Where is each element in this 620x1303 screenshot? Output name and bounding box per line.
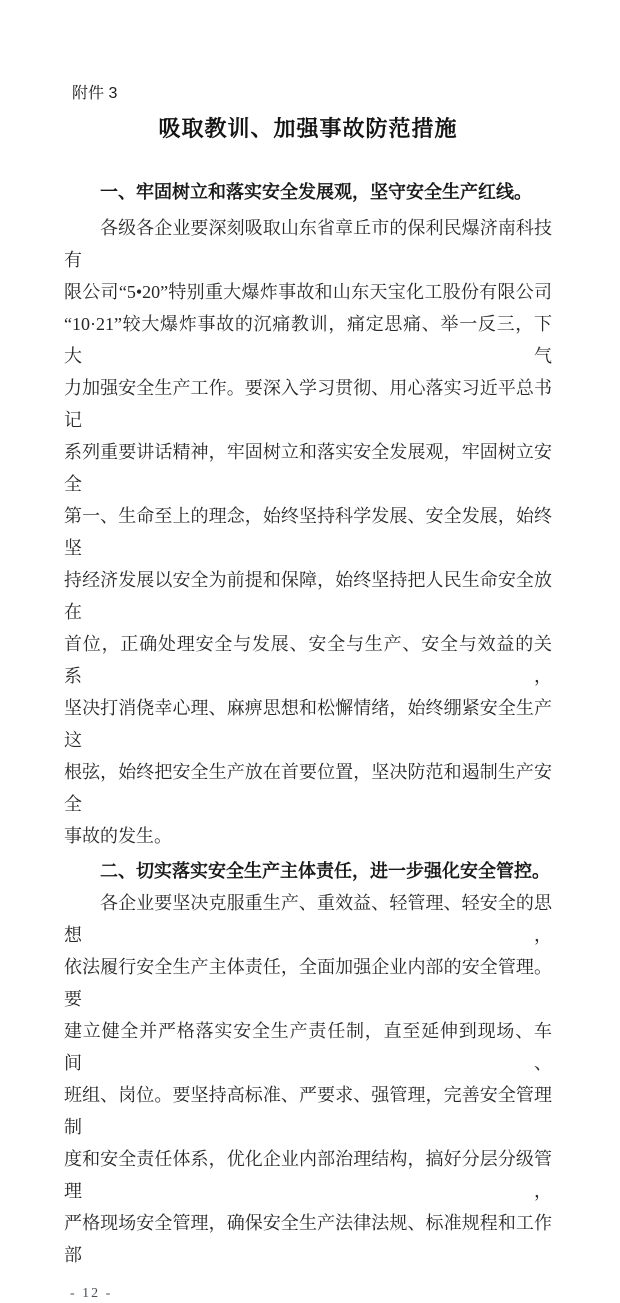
paragraph-line: 坚决打消侥幸心理、麻痹思想和松懈情绪，始终绷紧安全生产这 — [64, 698, 552, 750]
paragraph-line: 第一、生命至上的理念，始终坚持科学发展、安全发展，始终坚 — [64, 506, 552, 558]
paragraph-line: 持经济发展以安全为前提和保障，始终坚持把人民生命安全放在 — [64, 570, 552, 622]
section-paragraph-1 — [64, 212, 552, 852]
paragraph-line: 各级各企业要深刻吸取山东省章丘市的保利民爆济南科技有 — [64, 218, 552, 270]
section-paragraph-2 — [64, 887, 552, 1271]
page-number: - 12 - — [70, 1286, 113, 1301]
paragraph-line: “10·21”较大爆炸事故的沉痛教训，痛定思痛、举一反三，下大气 — [64, 314, 552, 366]
attachment-label: 附件 3 — [72, 85, 118, 102]
paragraph-line: 限公司“5•20”特别重大爆炸事故和山东天宝化工股份有限公司 — [64, 282, 552, 302]
section-heading-2: 二、切实落实安全生产主体责任，进一步强化安全管控。 — [100, 861, 550, 881]
paragraph-line: 事故的发生。 — [64, 826, 172, 846]
paragraph-line: 系列重要讲话精神，牢固树立和落实安全发展观，牢固树立安全 — [64, 442, 552, 494]
paragraph-line: 度和安全责任体系，优化企业内部治理结构，搞好分层分级管理， — [64, 1149, 552, 1201]
paragraph-line: 各企业要坚决克服重生产、重效益、轻管理、轻安全的思想， — [64, 893, 552, 945]
section-heading-1: 一、牢固树立和落实安全发展观，坚守安全生产红线。 — [100, 182, 532, 202]
paragraph-line: 依法履行安全生产主体责任，全面加强企业内部的安全管理。要 — [64, 957, 552, 1009]
document-title: 吸取教训、加强事故防范措施 — [158, 116, 458, 141]
paragraph-line: 力加强安全生产工作。要深入学习贯彻、用心落实习近平总书记 — [64, 378, 552, 430]
paragraph-line: 班组、岗位。要坚持高标准、严要求、强管理，完善安全管理制 — [64, 1085, 552, 1137]
paragraph-line: 建立健全并严格落实安全生产责任制，直至延伸到现场、车间、 — [64, 1021, 552, 1073]
paragraph-line: 首位，正确处理安全与发展、安全与生产、安全与效益的关系， — [64, 634, 552, 686]
paragraph-line: 严格现场安全管理，确保安全生产法律法规、标准规程和工作部 — [64, 1213, 552, 1265]
paragraph-line: 根弦，始终把安全生产放在首要位置，坚决防范和遏制生产安全 — [64, 762, 552, 814]
